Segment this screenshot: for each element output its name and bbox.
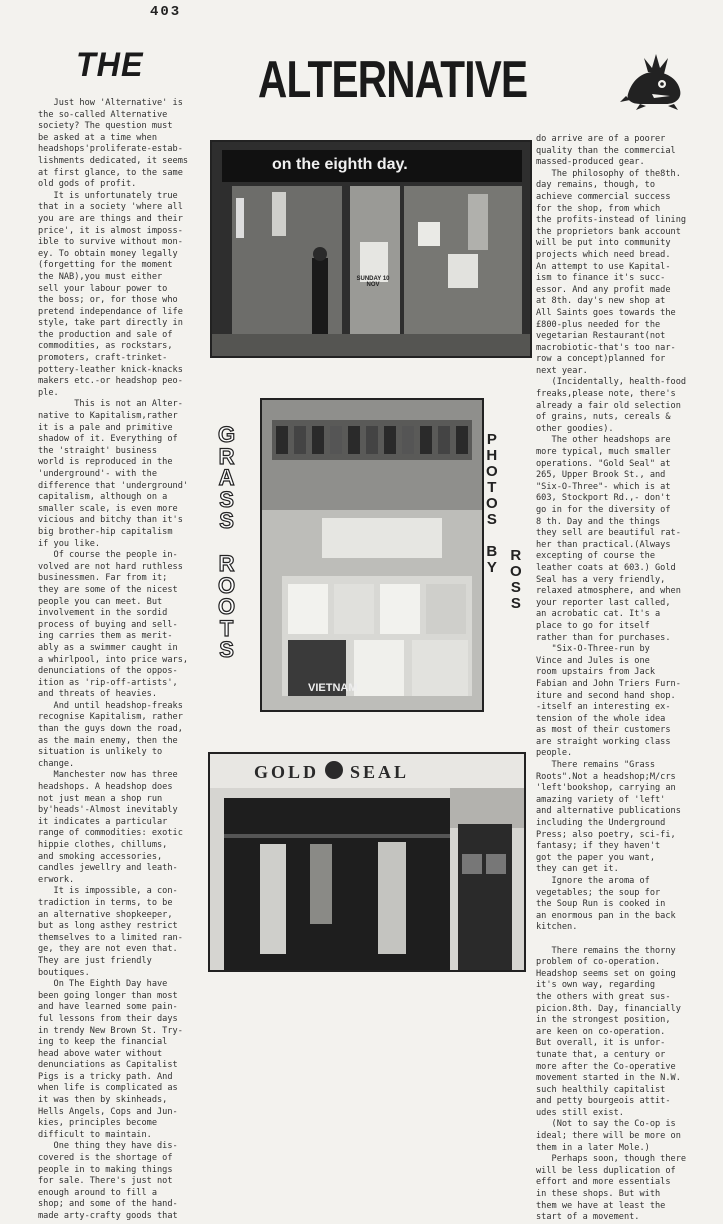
vertical-letter: B: [486, 543, 498, 560]
vertical-letter: O: [218, 594, 236, 619]
dragon-creature-icon: [618, 50, 690, 112]
article-right-column: do arrive are of a poorer quality than the commercial massed-produced gear. The philosophy of the8th. day remains, though, to achieve commercial success for the shop, from which the profits-instead of lining the proprietors bank account will be put into community projects which need bread. An attempt to use Kapital- ism to finance it's succ- essor. And any profit made at 8th. day's new shop at All Saints goes towards the £800-plus needed for the vegetarian Restaurant(not macrobiotic-that's too nar- row a concept)planned for next year. (Incidentally, health-food freaks,please note, there's already a fair old selection of grains, nuts, cereals & other goodies). The other headshops are more typical, much smaller operations. "Gold Seal" at 265, Upper Brook St., and "Six-O-Three"- which is at 603, Stockport Rd.,- don't go in for the diversity of 8 th. Day and the things they sell are beautiful rat- her than practical.(Always excepting of course the leather coats at 603.) Gold Seal has a very friendly, relaxed atmosphere, and when your reporter last called, an acrobatic cat. It's a place to go for itself rather than for purchases. "Six-O-Three-run by Vince and Jules is one room upstairs from Jack Fabian and John Triers Furn- iture and second hand shop. -itself an interesting ex- tension of the whole idea as most of their customers are straight working class people. There remains "Grass Roots".Not a headshop;M/crs 'left'bookshop, carrying an amazing variety of 'left' and alternative publications including the Underground Press; also poetry, sci-fi, fantasy; if they haven't got the paper you want, they can get it. Ignore the aroma of vegetables; the soup for the Soup Run is cooked in an enormous pan in the back kitchen. There remains the thorny problem of co-operation. Headshop seems set on going it's own way, regarding the others with great sus- picion.8th. Day, financially in the strongest position, are keen on co-operation. But overall, it is unfor- tunate that, a century or more after the Co-operative movement started in the N.W. such healthily capitalist and petty bourgeois attit- udes still exist. (Not to say the Co-op is ideal; there will be more on them in a later Mole.) Perhaps soon, though there will be less duplication of effort and more essentials in these shops. But with them we have at least the start of a movement.: [536, 134, 687, 1223]
vertical-letter: O: [486, 495, 498, 512]
window-poster-text: SUNDAY 10 NOV: [356, 276, 390, 288]
vertical-letter: [224, 532, 230, 554]
shop-sign-gold: GOLD: [254, 762, 320, 782]
vertical-letter: [490, 528, 494, 544]
vertical-letter: R: [218, 551, 235, 576]
gold-seal-illustration: [210, 754, 524, 970]
vertical-letter: T: [219, 615, 234, 641]
headline-alternative: ALTERNATIVE: [258, 51, 528, 109]
vertical-letter: O: [510, 563, 522, 580]
vertical-letter: S: [219, 637, 234, 662]
vertical-letter: H: [486, 447, 498, 464]
vertical-letter: S: [510, 595, 521, 612]
vertical-letter: R: [218, 443, 235, 469]
label-photos-by: [486, 432, 498, 576]
vertical-letter: T: [487, 479, 497, 496]
vertical-letter: S: [219, 486, 234, 512]
article-left-column: Just how 'Alternative' is the so-called Alternative society? The question must be asked at a time when headshops'proliferate-estab- lishments dedicated, it seems at first glance, to the same old gods of profit. It is unfortunately true that in a society 'where all you are are things and their price', it is almost imposs- ible to survive without mon- ey. To obtain money legally (forgetting for the moment the NAB),you must either sell your labour power to the boss; or, for those who pretend independance of life style, take part directly in the production and sale of commodities, as rockstars, promoters, craft-trinket- pottery-leather knick-knacks makers etc.-or headshop peo- ple. This is not an Alter- native to Kapitalism,rather it is a pale and primitive shadow of it. Everything of the 'straight' business world is reproduced in the 'underground'- with the difference that 'underground' capitalism, although on a smaller scale, is even more vicious and bitchy than it's big brother-hip capitalism if you like. Of course the people in- volved are not hard ruthless businessmen. Far from it; they are some of the nicest people you can meet. But involvement in the sordid process of buying and sell- ing carries them as merit- ably as a swimmer caught in a whirlpool, into price wars, denunciations of the oppos- ition as 'rip-off-artists', and threats of heavies. And until headshop-freaks recognise Kapitalism, rather than the guys down the road, as the main enemy, then the situation is unlikely to change. Manchester now has three headshops. A headshop does not just mean a shop run by'heads'-Almost inevitably it indicates a particular range of commodities: exotic hippie clothes, chillums, and smoking accessories, candles jewellry and leath- erwork. It is impossible, a con- tradiction in terms, to be an alternative shopkeeper, but as long asthey restrict themselves to a limited ran- ge, they are not even that. They are just friendly boutiques. On The Eighth Day have been going longer than most and have learned some pain- ful lessons from their days in trendy New Brown St. Try- ing to keep the financial head above water without denunciations as Capitalist Pigs is a tricky path. And when life is complicated as it was then by skinheads, Hells Angels, Cops and Jun- kies, principles become difficult to maintain. One thing they have dis- covered is the shortage of people in to making things for sale. There's just not enough around to fill a shop; and some of the hand- made arty-crafty goods that: [38, 98, 189, 1221]
label-grass-roots: [218, 424, 235, 661]
poster-vietnam: VIETNAM: [308, 682, 358, 694]
vertical-letter: O: [218, 572, 236, 598]
vertical-letter: G: [218, 422, 236, 447]
page-number: 403: [150, 4, 182, 20]
shopfront-illustration: [212, 142, 530, 356]
headline-the: THE: [76, 46, 144, 84]
vertical-letter: S: [219, 508, 234, 533]
photo-grass-roots-bookshop: [260, 398, 484, 712]
label-ross: [510, 548, 522, 612]
vertical-letter: Y: [486, 559, 497, 576]
shop-sign-eighth-day: on the eighth day.: [272, 156, 408, 173]
shop-sign-seal: SEAL: [350, 762, 410, 782]
photo-eighth-day-shopfront: [210, 140, 532, 358]
vertical-letter: A: [218, 465, 235, 490]
vertical-letter: R: [510, 547, 522, 564]
vertical-letter: S: [486, 511, 497, 528]
vertical-letter: S: [510, 579, 521, 596]
vertical-letter: O: [486, 463, 498, 480]
vertical-letter: P: [486, 431, 497, 448]
bookshop-illustration: [262, 400, 482, 710]
photo-gold-seal-shopfront: [208, 752, 526, 972]
